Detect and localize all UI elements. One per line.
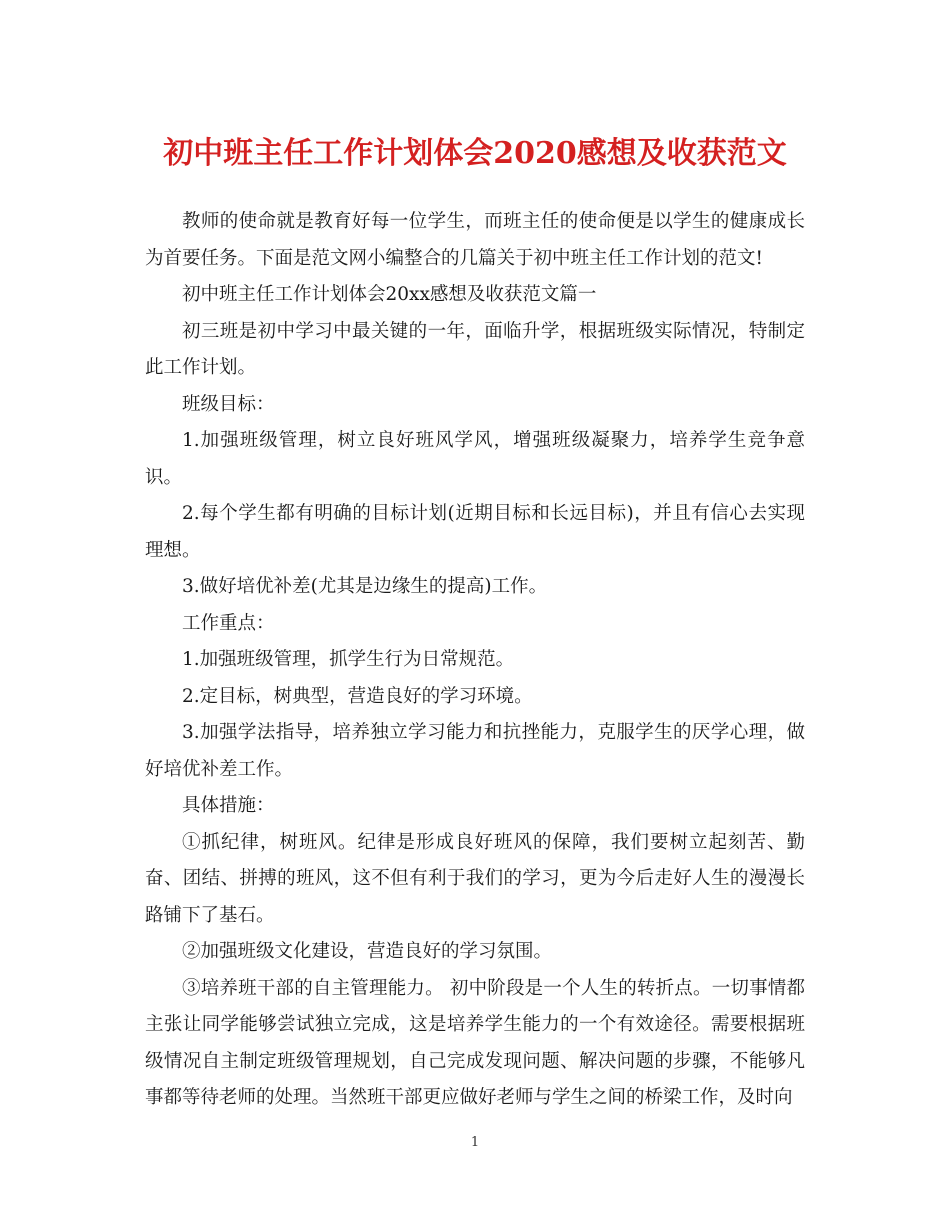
- paragraph-background: 初三班是初中学习中最关键的一年，面临升学，根据班级实际情况，特制定此工作计划。: [145, 320, 805, 378]
- paragraph-measure-2: ②加强班级文化建设，营造良好的学习氛围。: [182, 941, 553, 962]
- paragraph-focus-heading: 工作重点：: [182, 612, 275, 634]
- paragraph-class-goals-heading: 班级目标：: [182, 393, 275, 415]
- paragraph-focus-2: 2.定目标，树典型，营造良好的学习环境。: [182, 685, 533, 707]
- paragraph-section-heading: 初中班主任工作计划体会20xx感想及收获范文篇一: [182, 284, 597, 305]
- document-body: [145, 204, 805, 1117]
- paragraph-focus-1: 1.加强班级管理，抓学生行为日常规范。: [182, 649, 515, 670]
- paragraph-goal-1: 1.加强班级管理，树立良好班风学风，增强班级凝聚力，培养学生竞争意识。: [145, 430, 805, 488]
- paragraph-measure-3: ③培养班干部的自主管理能力。 初中阶段是一个人生的转折点。一切事情都主张让同学能够尝试独立完成，这是培养学生能力的一个有效途径。需要根据班级情况自主制定班级管理规划，自己完成发现问题、解决问题的步骤，不能够凡事都等待老师的处理。当然班干部更应做好老师与学生之间的桥梁工作，及时向: [145, 977, 805, 1108]
- paragraph-intro: 教师的使命就是教育好每一位学生，而班主任的使命便是以学生的健康成长为首要任务。下面是范文网小编整合的几篇关于初中班主任工作计划的范文!: [145, 211, 805, 269]
- paragraph-measure-1: ①抓纪律，树班风。纪律是形成良好班风的保障，我们要树立起刻苦、勤奋、团结、拼搏的班风，这不但有利于我们的学习，更为今后走好人生的漫漫长路铺下了基石。: [145, 831, 805, 926]
- paragraph-measures-heading: 具体措施：: [182, 795, 275, 816]
- document-title: 初中班主任工作计划体会2020感想及收获范文: [163, 136, 787, 171]
- page-number: 1: [470, 1135, 480, 1150]
- paragraph-focus-3: 3.加强学法指导，培养独立学习能力和抗挫能力，克服学生的厌学心理，做好培优补差工作。: [145, 722, 805, 780]
- paragraph-goal-2: 2.每个学生都有明确的目标计划(近期目标和长远目标)，并且有信心去实现理想。: [145, 503, 805, 561]
- paragraph-goal-3: 3.做好培优补差(尤其是边缘生的提高)工作。: [182, 576, 548, 597]
